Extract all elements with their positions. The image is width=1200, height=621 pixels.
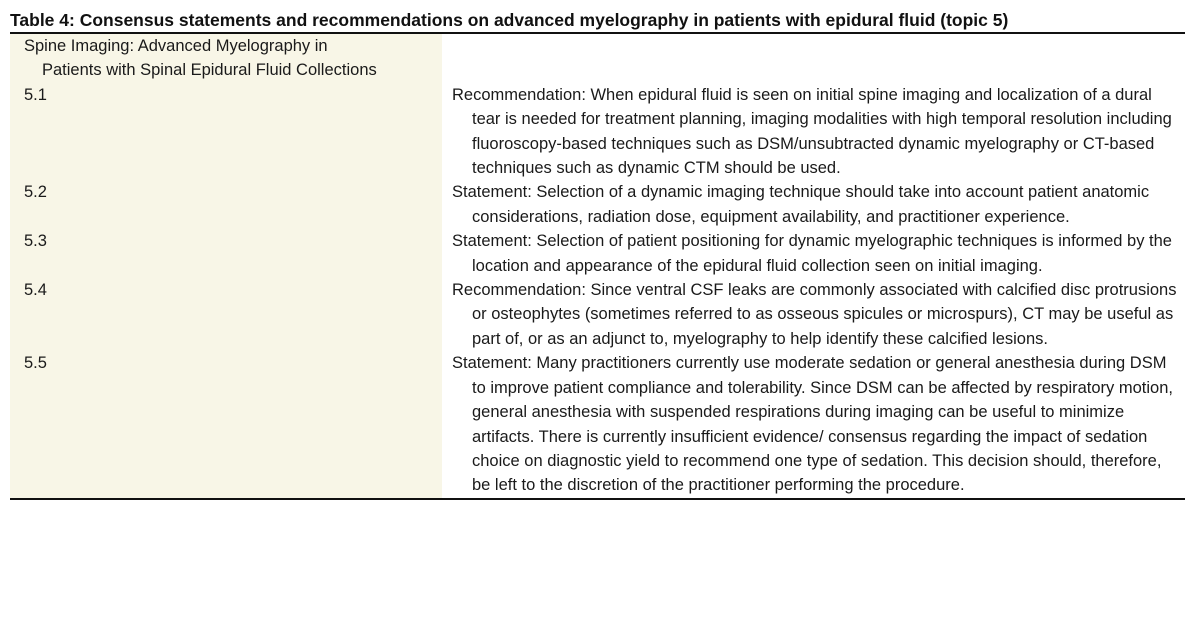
row-id: 5.2 — [24, 183, 47, 202]
section-heading-line-2: Patients with Spinal Epidural Fluid Collections — [42, 61, 377, 80]
row-text: Statement: Many practitioners currently use moderate sedation or general anesthesia during DSM to improve patient compliance and tolerability. Since DSM can be affected by respiratory motion, general anesthesia with suspended respirations during imaging can be useful to minimize artifacts. There is currently insufficient evidence/ consensus regarding the impact of sedation choice on diagnostic yield to recommend one type of sedation. This decision should, therefore, be left to the discretion of the practitioner performing the procedure. — [452, 354, 1173, 495]
row-text: Recommendation: When epidural fluid is seen on initial spine imaging and localization of a dural tear is needed for treatment planning, imaging modalities with high temporal resolution including fluoroscopy-based techniques such as DSM/unsubtracted dynamic myelography or CT-based techniques such as dynamic CTM should be used. — [452, 85, 1172, 178]
row-id: 5.3 — [24, 232, 47, 251]
table-caption: Table 4: Consensus statements and recommendations on advanced myelography in patients with epidural fluid (topic 5) — [10, 8, 1185, 34]
row-id: 5.4 — [24, 281, 47, 300]
row-text: Statement: Selection of patient positioning for dynamic myelographic techniques is informed by the location and appearance of the epidural fluid collection seen on initial imaging. — [452, 232, 1172, 275]
row-text: Statement: Selection of a dynamic imaging technique should take into account patient anatomic considerations, radiation dose, equipment availability, and practitioner experience. — [452, 183, 1150, 226]
section-heading-empty-cell — [442, 34, 1185, 83]
row-id: 5.1 — [24, 85, 47, 104]
row-id: 5.5 — [24, 354, 47, 373]
row-text: Recommendation: Since ventral CSF leaks are commonly associated with calcified disc protrusions or osteophytes (sometimes referred to as osseous spicules or microspurs), CT may be useful as part of, or as an adjunct to, myelography to help identify these calcified lesions. — [452, 281, 1177, 348]
section-heading-line-1: Spine Imaging: Advanced Myelography in — [24, 37, 328, 55]
table-body — [10, 34, 1185, 500]
section-heading — [10, 34, 442, 83]
consensus-table — [10, 8, 1185, 500]
